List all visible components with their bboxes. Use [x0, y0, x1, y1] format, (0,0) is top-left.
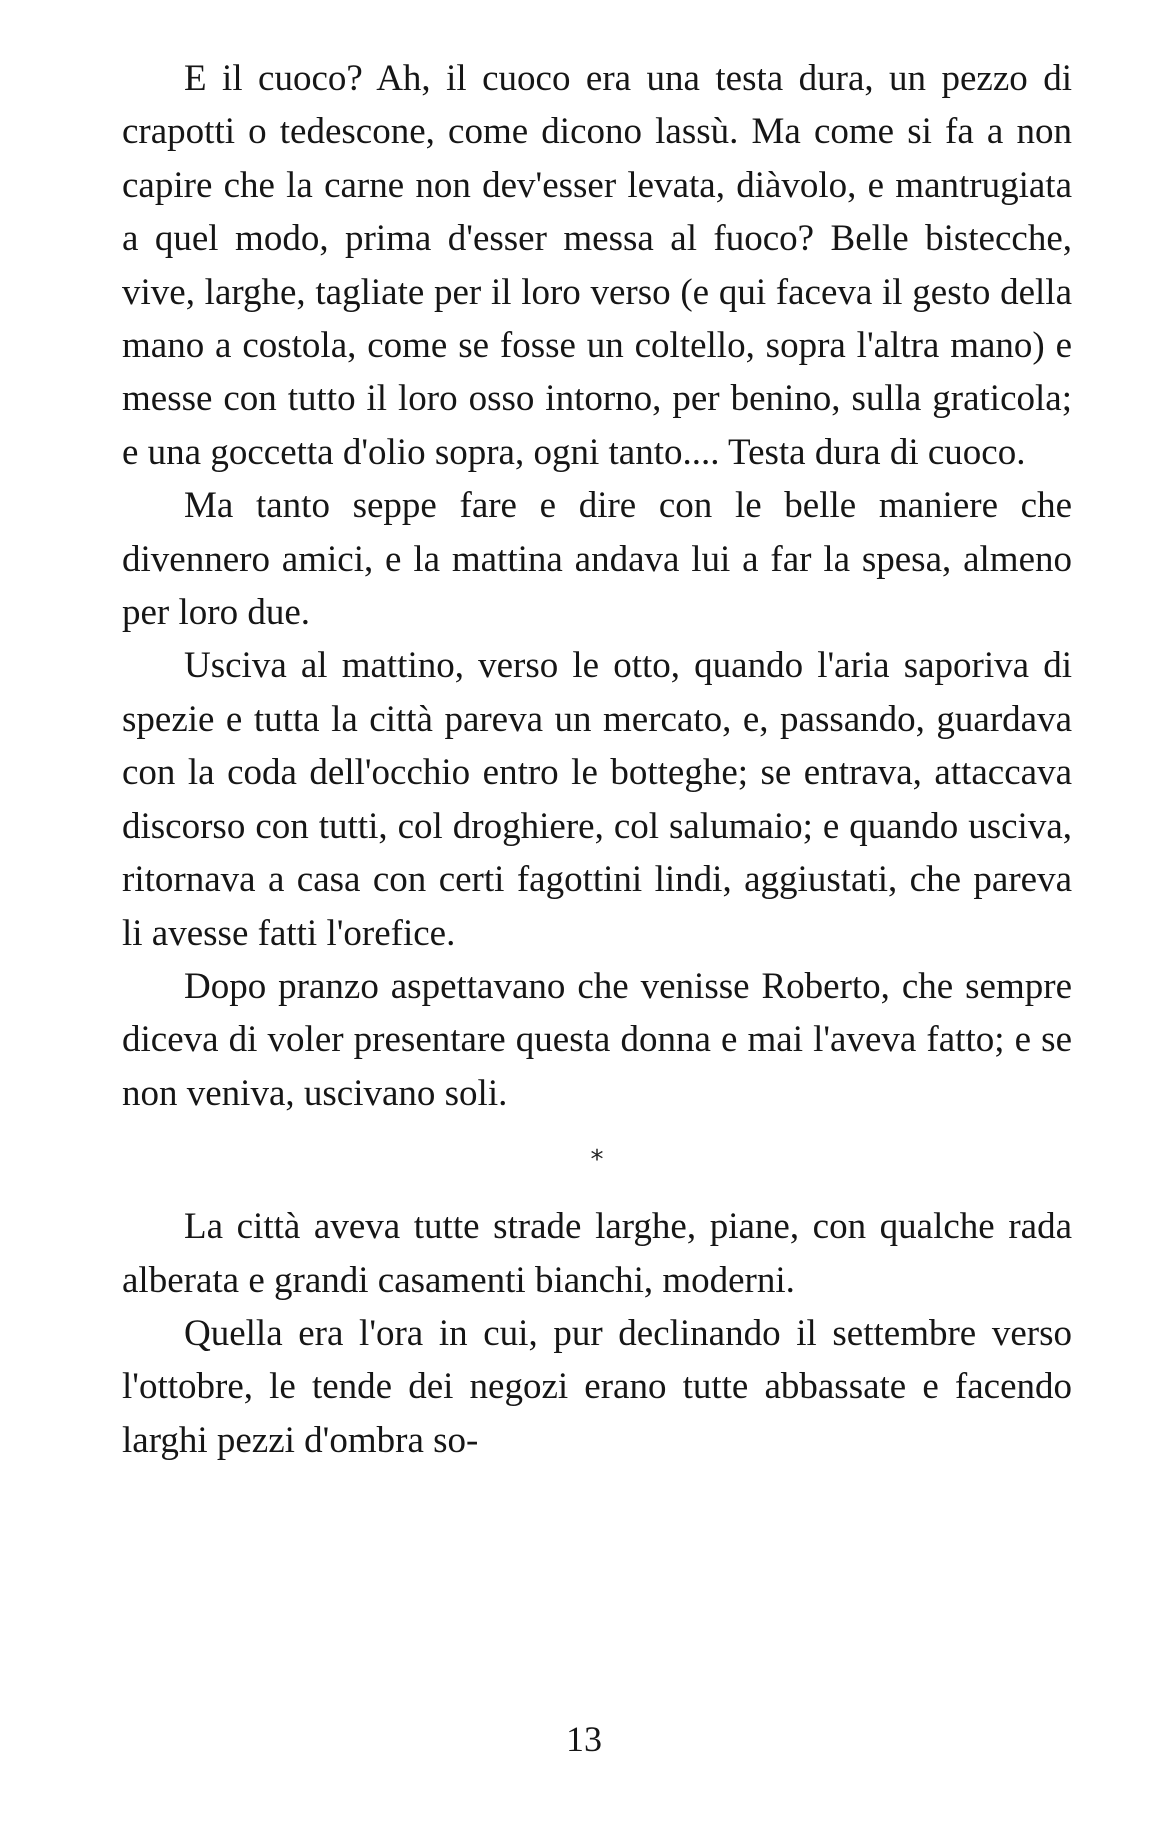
paragraph-city: La città aveva tutte strade larghe, piane, con qualche rada alberata e grandi casamenti bianchi, moderni.: [122, 1206, 1072, 1301]
paragraph-cook: E il cuoco? Ah, il cuoco era una testa dura, un pezzo di crapotti o tedescone, come dicono lassù. Ma come si fa a non capire che la carne non dev'esser levata, diàvolo, e mantrugiata a quel modo, prima d'esser messa al fuoco? Belle bistecche, vive, larghe, tagliate per il loro verso (e qui faceva il gesto della mano a costola, come se fosse un coltello, sopra l'altra mano) e messe con tutto il loro osso intorno, per benino, sulla graticola; e una goccetta d'olio sopra, ogni tanto.... Testa dura di cuoco.: [122, 58, 1072, 473]
page-body: [122, 52, 1072, 1467]
section-separator: *: [590, 1145, 604, 1176]
paragraph-after-lunch: Dopo pranzo aspettavano che venisse Roberto, che sempre diceva di voler presentare questa donna e mai l'aveva fatto; e se non veniva, uscivano soli.: [122, 965, 1072, 1114]
page-number: 13: [566, 1719, 602, 1759]
paragraph-hour: Quella era l'ora in cui, pur declinando il settembre verso l'ottobre, le tende dei negozi erano tutte abbassate e facendo larghi pezzi d'ombra so-: [122, 1312, 1072, 1461]
paragraph-friends: Ma tanto seppe fare e dire con le belle maniere che divennero amici, e la mattina andava lui a far la spesa, almeno per loro due.: [122, 485, 1072, 634]
paragraph-morning: Usciva al mattino, verso le otto, quando l'aria saporiva di spezie e tutta la città pareva un mercato, e, passando, guardava con la coda dell'occhio entro le botteghe; se entrava, attaccava discorso con tutti, col droghiere, col salumaio; e quando usciva, ritornava a casa con certi fagottini lindi, aggiustati, che pareva li avesse fatti l'orefice.: [122, 645, 1072, 954]
